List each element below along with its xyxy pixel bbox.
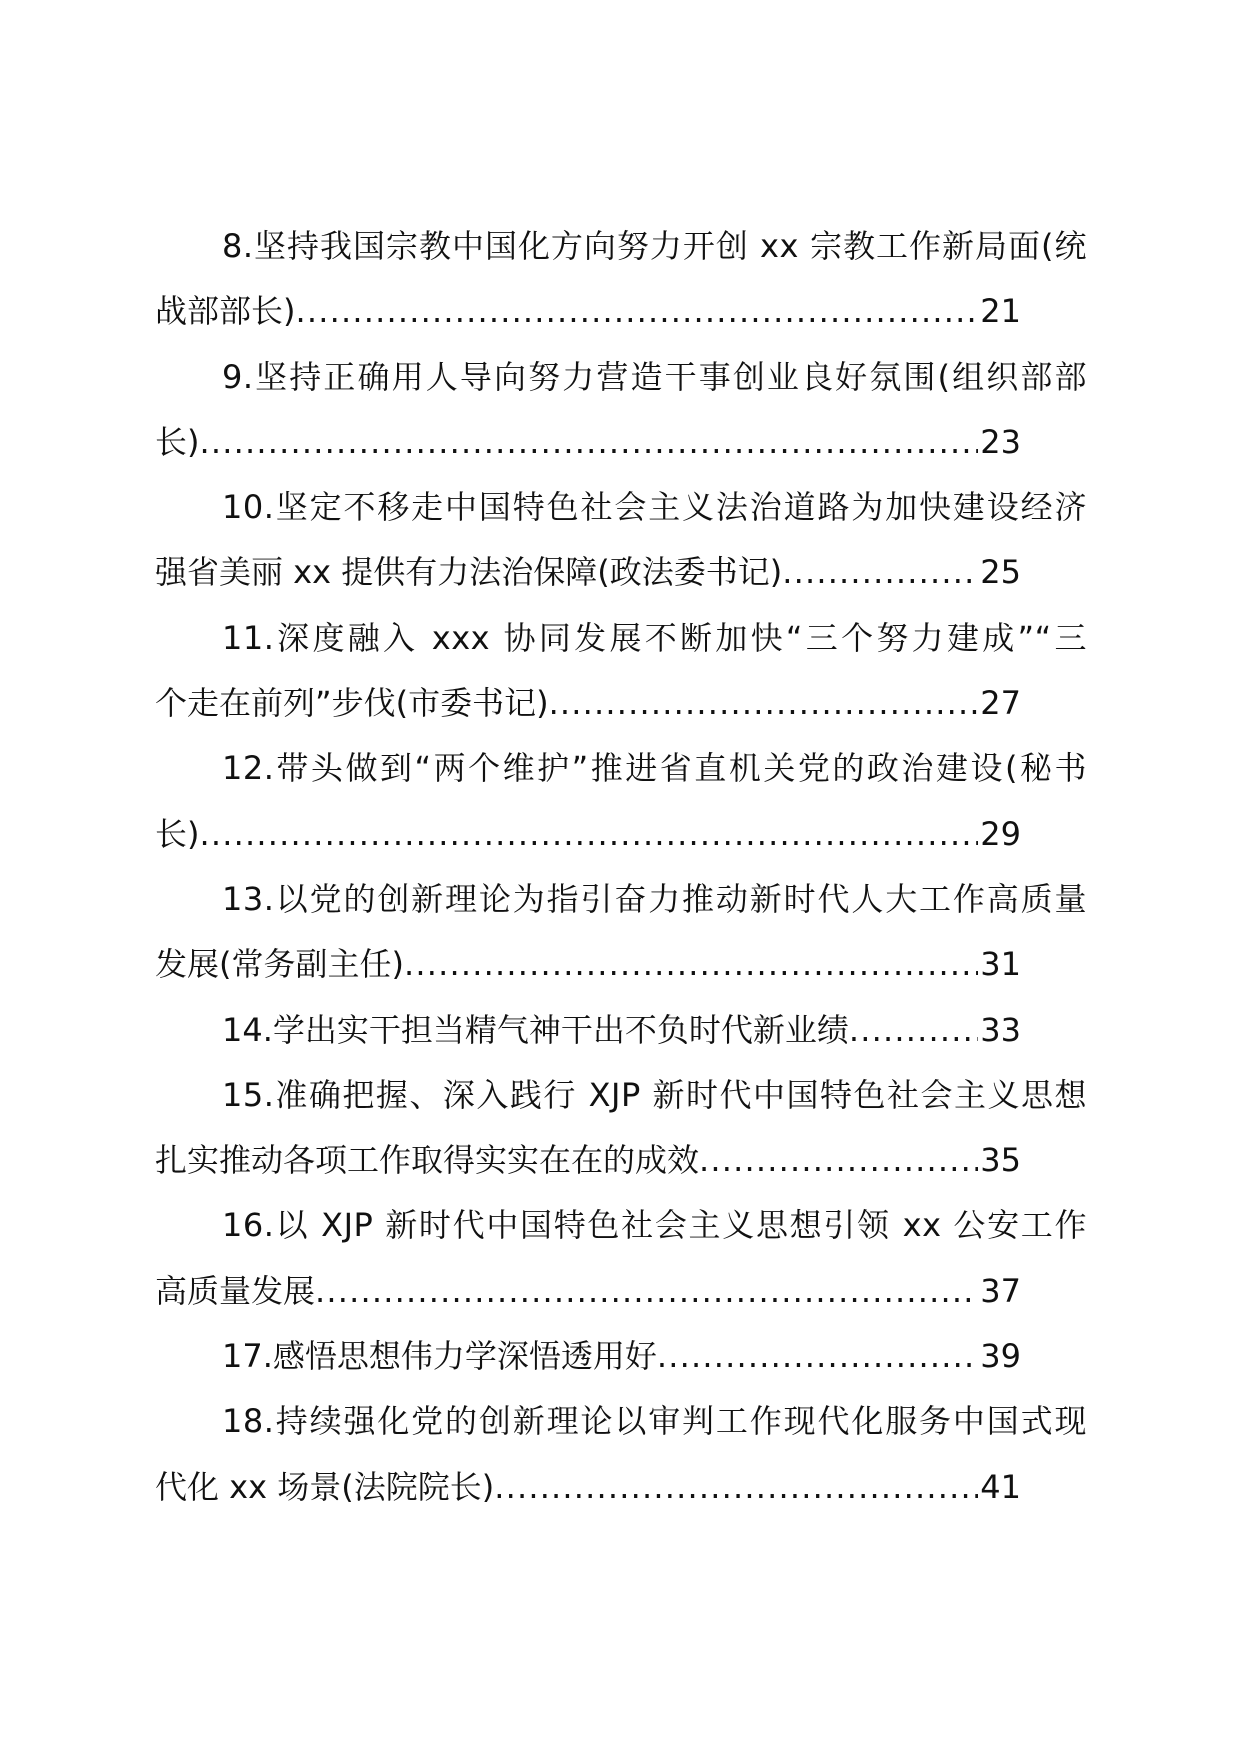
dot-leader bbox=[782, 540, 978, 605]
toc-entry[interactable] bbox=[155, 606, 1087, 737]
toc-entry-title-end: 扎实推动各项工作取得实实在在的成效 bbox=[155, 1141, 700, 1180]
toc-page-number: 35 bbox=[980, 1141, 1021, 1180]
dot-leader bbox=[296, 279, 979, 344]
dot-leader bbox=[404, 932, 978, 997]
toc-entry-title-line1 bbox=[155, 998, 1021, 1063]
toc-entry-title-line1: 12.带头做到“两个维护”推进省直机关党的政治建设(秘书 bbox=[222, 749, 1087, 788]
toc-entry[interactable] bbox=[155, 214, 1087, 345]
toc-entry-title-end: 个走在前列”步伐(市委书记) bbox=[155, 684, 549, 723]
toc-entry[interactable] bbox=[155, 998, 1087, 1063]
toc-entry[interactable] bbox=[155, 867, 1087, 998]
table-of-contents bbox=[155, 214, 1087, 1520]
toc-entry[interactable] bbox=[155, 1063, 1087, 1194]
dot-leader bbox=[494, 1455, 978, 1520]
toc-entry[interactable] bbox=[155, 1193, 1087, 1324]
toc-entry-title-end: 长) bbox=[155, 814, 200, 853]
dot-leader bbox=[699, 1128, 978, 1193]
toc-entry-title-line1: 16.以 XJP 新时代中国特色社会主义思想引领 xx 公安工作 bbox=[222, 1206, 1087, 1245]
toc-entry-title-line1: 15.准确把握、深入践行 XJP 新时代中国特色社会主义思想 bbox=[222, 1075, 1087, 1114]
toc-entry-title-line2 bbox=[155, 671, 1021, 736]
toc-page-number: 25 bbox=[980, 553, 1021, 592]
toc-entry-title-line2 bbox=[155, 540, 1021, 605]
dot-leader bbox=[549, 671, 979, 736]
toc-entry-title-line1: 10.坚定不移走中国特色社会主义法治道路为加快建设经济 bbox=[222, 488, 1087, 527]
toc-entry[interactable] bbox=[155, 736, 1087, 867]
toc-entry-title-end: 强省美丽 xx 提供有力法治保障(政法委书记) bbox=[155, 553, 783, 592]
toc-entry-title-line1 bbox=[155, 1324, 1021, 1389]
dot-leader bbox=[657, 1324, 978, 1389]
toc-entry[interactable] bbox=[155, 1389, 1087, 1520]
toc-entry-title-end: 17.感悟思想伟力学深悟透用好 bbox=[222, 1337, 657, 1376]
toc-page-number: 41 bbox=[980, 1467, 1021, 1506]
toc-entry-title-line2 bbox=[155, 279, 1021, 344]
toc-entry-title-end: 战部部长) bbox=[155, 292, 296, 331]
toc-entry-title-line1: 9.坚持正确用人导向努力营造干事创业良好氛围(组织部部 bbox=[222, 357, 1087, 396]
toc-entry-title-end: 长) bbox=[155, 422, 200, 461]
toc-page-number: 29 bbox=[980, 814, 1021, 853]
toc-page-number: 37 bbox=[980, 1271, 1021, 1310]
dot-leader bbox=[200, 802, 979, 867]
dot-leader bbox=[849, 998, 978, 1063]
toc-entry-title-line2 bbox=[155, 1128, 1021, 1193]
toc-entry-title-line1: 13.以党的创新理论为指引奋力推动新时代人大工作高质量 bbox=[222, 879, 1087, 918]
toc-page-number: 21 bbox=[980, 292, 1021, 331]
toc-entry-title-line1: 18.持续强化党的创新理论以审判工作现代化服务中国式现 bbox=[222, 1402, 1087, 1441]
toc-entry-title-end: 14.学出实干担当精气神干出不负时代新业绩 bbox=[222, 1010, 849, 1049]
toc-entry-title-end: 高质量发展 bbox=[155, 1271, 316, 1310]
toc-page-number: 27 bbox=[980, 684, 1021, 723]
toc-page-number: 23 bbox=[980, 422, 1021, 461]
dot-leader bbox=[315, 1259, 978, 1324]
toc-page-number: 31 bbox=[980, 945, 1021, 984]
toc-entry[interactable] bbox=[155, 1324, 1087, 1389]
toc-entry-title-end: 发展(常务副主任) bbox=[155, 945, 404, 984]
toc-entry[interactable] bbox=[155, 475, 1087, 606]
toc-entry-title-end: 代化 xx 场景(法院院长) bbox=[155, 1467, 495, 1506]
dot-leader bbox=[200, 410, 979, 475]
toc-entry-title-line2 bbox=[155, 1455, 1021, 1520]
toc-entry[interactable] bbox=[155, 345, 1087, 476]
toc-entry-title-line1: 11.深度融入 xxx 协同发展不断加快“三个努力建成”“三 bbox=[222, 618, 1087, 657]
toc-entry-title-line1: 8.坚持我国宗教中国化方向努力开创 xx 宗教工作新局面(统 bbox=[222, 227, 1087, 265]
toc-entry-title-line2 bbox=[155, 1259, 1021, 1324]
toc-entry-title-line2 bbox=[155, 932, 1021, 997]
toc-entry-title-line2 bbox=[155, 410, 1021, 475]
toc-page-number: 39 bbox=[980, 1337, 1021, 1376]
toc-page-number: 33 bbox=[980, 1010, 1021, 1049]
toc-entry-title-line2 bbox=[155, 802, 1021, 867]
